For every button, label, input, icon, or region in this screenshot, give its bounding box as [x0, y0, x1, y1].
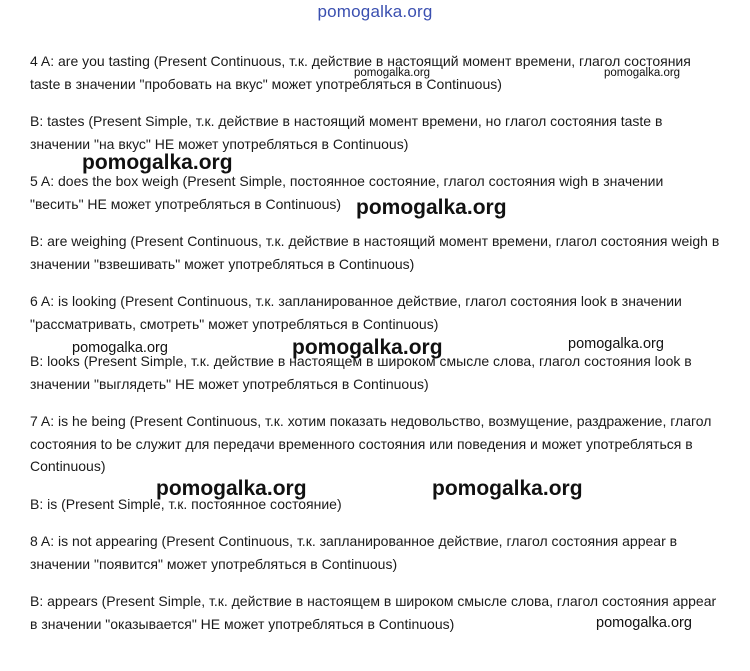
watermark: pomogalka.org — [72, 340, 168, 356]
watermark: pomogalka.org — [604, 67, 681, 79]
paragraph-7b: B: is (Present Simple, т.к. постоянное состояние) — [30, 495, 342, 512]
watermark: pomogalka.org — [568, 336, 664, 352]
paragraph-6a: 6 A: is looking (Present Continuous, т.к. запланированное действие, глагол состояния look в значении "рассматривать, смотреть" может употребляться в Continuous) — [30, 293, 682, 332]
header-watermark: pomogalka.org — [317, 2, 433, 21]
watermark: pomogalka.org — [156, 477, 307, 500]
paragraph-4b: B: tastes (Present Simple, т.к. действие в настоящий момент времени, но глагол состояния taste в значении "на вкус" НЕ может употребляться в Continuous) — [30, 113, 663, 152]
watermark: pomogalka.org — [292, 336, 443, 359]
paragraph-7a: 7 A: is he being (Present Continuous, т.к. хотим показать недовольство, возмущение, раздражение, глагол состояния to be служит для передачи временного состояния или поведения и может употребляться в Continuous) — [30, 413, 712, 474]
watermark: pomogalka.org — [82, 151, 233, 174]
paragraph-5b: B: are weighing (Present Continuous, т.к. действие в настоящий момент времени, глагол состояния weigh в значении "взвешивать" может употребляться в Continuous) — [30, 233, 720, 272]
paragraph-6b: B: looks (Present Simple, т.к. действие в настоящем в широком смысле слова, глагол состояния look в значении "выглядеть" НЕ может употребляться в Continuous) — [30, 353, 692, 392]
watermark: pomogalka.org — [596, 615, 692, 631]
watermark: pomogalka.org — [432, 477, 583, 500]
watermark: pomogalka.org — [354, 67, 431, 79]
paragraph-8b: B: appears (Present Simple, т.к. действие в настоящем в широком смысле слова, глагол состояния appear в значении "оказывается" НЕ может употребляться в Continuous) — [30, 593, 717, 632]
watermark: pomogalka.org — [356, 196, 507, 219]
paragraph-5a: 5 A: does the box weigh (Present Simple, постоянное состояние, глагол состояния wigh в значении "весить" НЕ может употребляться в Continuous) — [30, 173, 664, 212]
paragraph-8a: 8 A: is not appearing (Present Continuous, т.к. запланированное действие, глагол состояния appear в значении "появится" может употребляться в Continuous) — [30, 533, 678, 572]
paragraph-4a: 4 A: are you tasting (Present Continuous, т.к. действие в настоящий момент времени, глагол состояния taste в значении "пробовать на вкус" может употребляться в Continuous) — [30, 53, 691, 92]
